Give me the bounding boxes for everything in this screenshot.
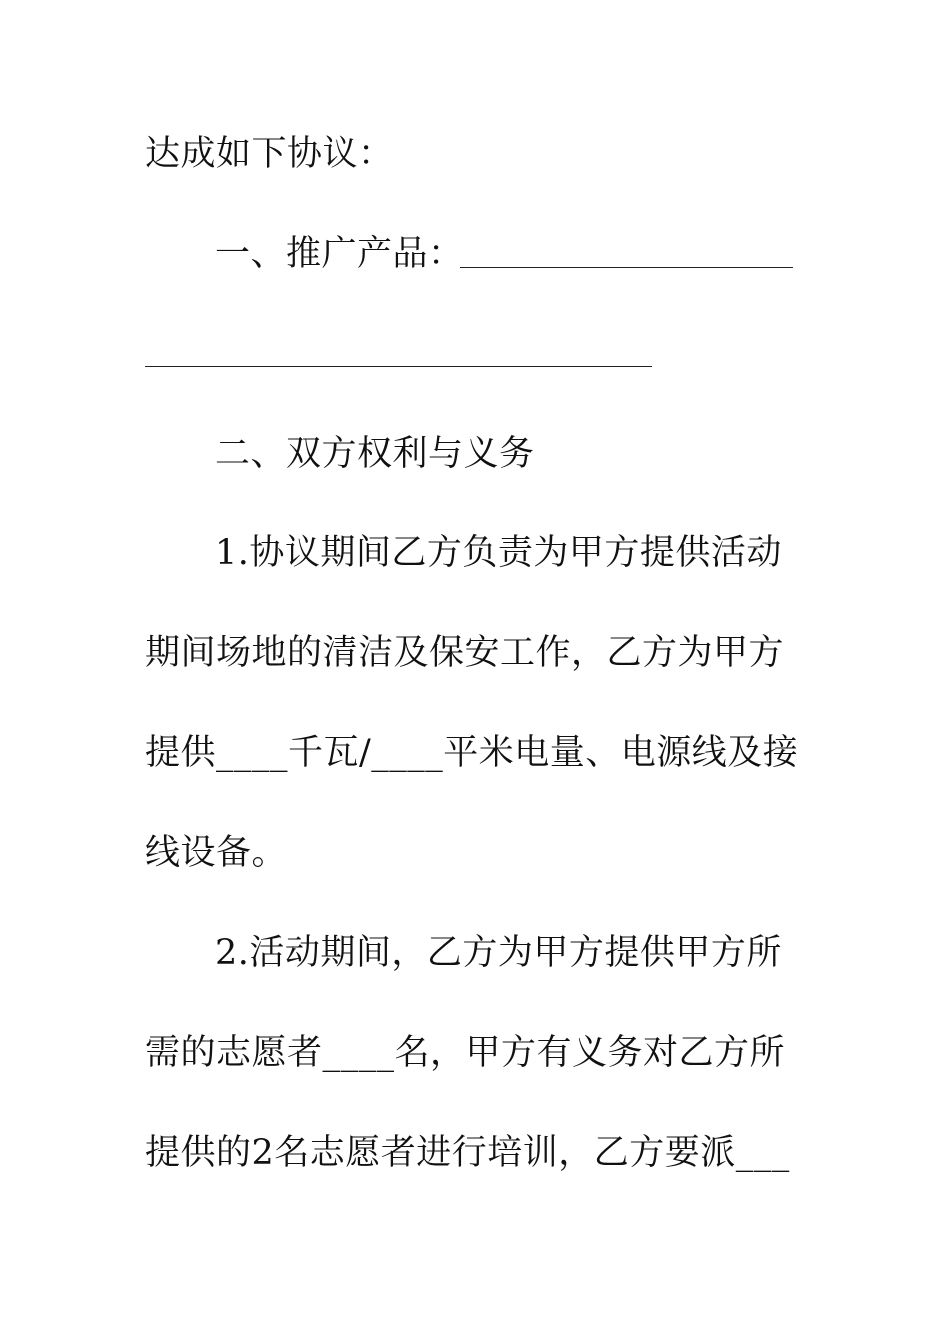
product-blank-underline-2 [145, 366, 652, 367]
clause-1-line-1: 1.协议期间乙方负责为甲方提供活动 [215, 533, 782, 573]
clause-1-line-2: 期间场地的清洁及保安工作，乙方为甲方 [145, 633, 785, 673]
clause-1-line-4: 线设备。 [145, 833, 288, 873]
section-two-heading: 二、双方权利与义务 [215, 434, 535, 474]
clause-2-line-1: 2.活动期间，乙方为甲方提供甲方所 [215, 933, 782, 973]
clause-2-line-2: 需的志愿者____名，甲方有义务对乙方所 [145, 1033, 786, 1073]
agreement-intro-line: 达成如下协议： [145, 134, 394, 174]
clause-1-line-3: 提供____千瓦/____平米电量、电源线及接 [145, 733, 799, 773]
product-blank-underline-1 [460, 267, 793, 268]
section-one-promoted-product: 一、推广产品： [215, 234, 464, 274]
clause-2-line-3: 提供的2名志愿者进行培训，乙方要派___ [145, 1133, 790, 1173]
